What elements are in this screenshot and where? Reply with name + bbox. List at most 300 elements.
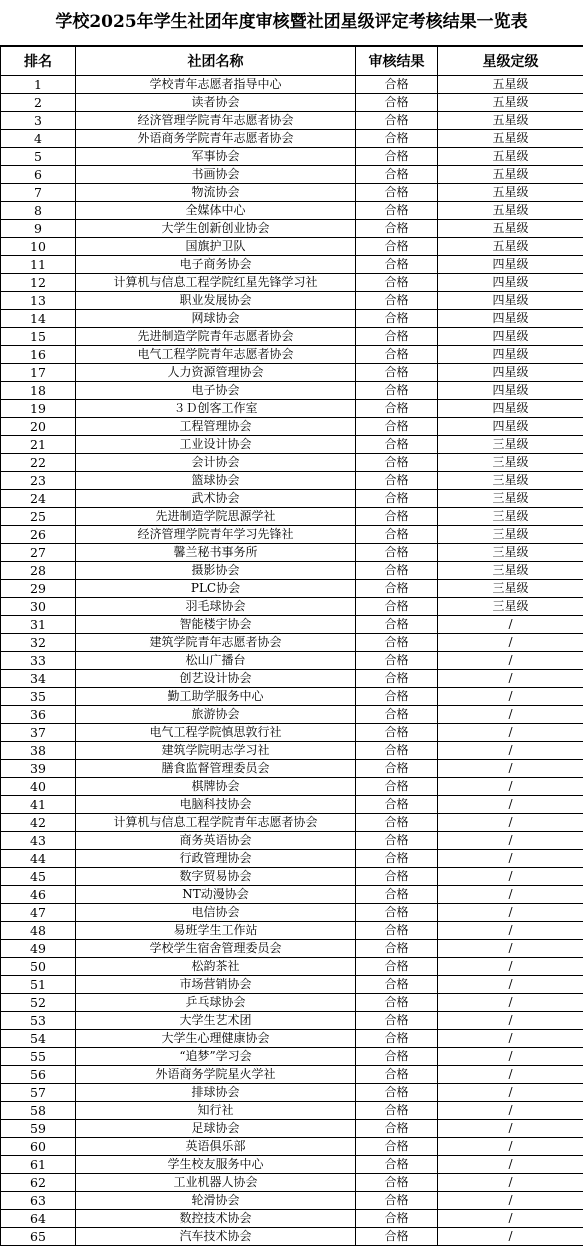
table-row [1, 1138, 583, 1156]
rank-cell: 57 [1, 1084, 76, 1102]
club-name-cell: 商务英语协会 [76, 832, 356, 850]
rank-cell: 28 [1, 562, 76, 580]
club-name-cell: 篮球协会 [76, 472, 356, 490]
star-rating-cell: / [438, 742, 583, 760]
rank-cell: 59 [1, 1120, 76, 1138]
table-row [1, 328, 583, 346]
star-rating-cell: / [438, 688, 583, 706]
review-result-cell: 合格 [356, 742, 438, 760]
rank-cell: 40 [1, 778, 76, 796]
table-row [1, 922, 583, 940]
star-rating-cell: 三星级 [438, 508, 583, 526]
club-name-cell: 乒乓球协会 [76, 994, 356, 1012]
rank-cell: 44 [1, 850, 76, 868]
club-name-cell: 电气工程学院青年志愿者协会 [76, 346, 356, 364]
club-name-cell: 易班学生工作站 [76, 922, 356, 940]
rank-cell: 21 [1, 436, 76, 454]
rank-cell: 64 [1, 1210, 76, 1228]
star-rating-cell: 三星级 [438, 544, 583, 562]
review-result-cell: 合格 [356, 220, 438, 238]
rank-cell: 5 [1, 148, 76, 166]
rank-cell: 23 [1, 472, 76, 490]
review-result-cell: 合格 [356, 292, 438, 310]
club-name-cell: 旅游协会 [76, 706, 356, 724]
review-result-cell: 合格 [356, 670, 438, 688]
header-rank: 排名 [1, 46, 76, 76]
review-result-cell: 合格 [356, 994, 438, 1012]
table-header [1, 46, 583, 76]
rank-cell: 48 [1, 922, 76, 940]
star-rating-cell: 五星级 [438, 166, 583, 184]
table-row [1, 400, 583, 418]
table-row [1, 364, 583, 382]
review-result-cell: 合格 [356, 130, 438, 148]
rank-cell: 3 [1, 112, 76, 130]
review-result-cell: 合格 [356, 94, 438, 112]
header-review-result: 审核结果 [356, 46, 438, 76]
review-result-cell: 合格 [356, 418, 438, 436]
review-result-cell: 合格 [356, 454, 438, 472]
header-star-rating: 星级定级 [438, 46, 583, 76]
review-result-cell: 合格 [356, 328, 438, 346]
rank-cell: 46 [1, 886, 76, 904]
star-rating-cell: / [438, 1174, 583, 1192]
review-result-cell: 合格 [356, 1066, 438, 1084]
table-row [1, 346, 583, 364]
review-result-cell: 合格 [356, 364, 438, 382]
table-row [1, 850, 583, 868]
club-name-cell: NT动漫协会 [76, 886, 356, 904]
review-result-cell: 合格 [356, 1030, 438, 1048]
table-row [1, 778, 583, 796]
star-rating-cell: / [438, 796, 583, 814]
star-rating-cell: / [438, 922, 583, 940]
club-name-cell: ３Ｄ创客工作室 [76, 400, 356, 418]
club-name-cell: 军事协会 [76, 148, 356, 166]
review-result-cell: 合格 [356, 760, 438, 778]
rank-cell: 26 [1, 526, 76, 544]
star-rating-cell: 五星级 [438, 130, 583, 148]
table-row [1, 1012, 583, 1030]
rank-cell: 55 [1, 1048, 76, 1066]
club-name-cell: 大学生艺术团 [76, 1012, 356, 1030]
table-row [1, 436, 583, 454]
review-result-cell: 合格 [356, 400, 438, 418]
star-rating-cell: / [438, 994, 583, 1012]
star-rating-cell: 四星级 [438, 400, 583, 418]
rank-cell: 18 [1, 382, 76, 400]
club-name-cell: 大学生创新创业协会 [76, 220, 356, 238]
table-row [1, 508, 583, 526]
rank-cell: 61 [1, 1156, 76, 1174]
table-row [1, 166, 583, 184]
rank-cell: 34 [1, 670, 76, 688]
star-rating-cell: 三星级 [438, 490, 583, 508]
review-result-cell: 合格 [356, 1138, 438, 1156]
star-rating-cell: 五星级 [438, 184, 583, 202]
review-result-cell: 合格 [356, 832, 438, 850]
table-row [1, 688, 583, 706]
club-name-cell: 先进制造学院青年志愿者协会 [76, 328, 356, 346]
review-result-cell: 合格 [356, 796, 438, 814]
review-result-cell: 合格 [356, 310, 438, 328]
star-rating-cell: 五星级 [438, 94, 583, 112]
rank-cell: 13 [1, 292, 76, 310]
club-name-cell: 电子商务协会 [76, 256, 356, 274]
star-rating-cell: / [438, 1156, 583, 1174]
club-name-cell: 学生校友服务中心 [76, 1156, 356, 1174]
review-result-cell: 合格 [356, 436, 438, 454]
star-rating-cell: / [438, 832, 583, 850]
club-name-cell: 数字贸易协会 [76, 868, 356, 886]
star-rating-cell: / [438, 616, 583, 634]
star-rating-cell: / [438, 940, 583, 958]
review-result-cell: 合格 [356, 238, 438, 256]
star-rating-cell: 五星级 [438, 220, 583, 238]
table-row [1, 760, 583, 778]
rank-cell: 52 [1, 994, 76, 1012]
club-name-cell: 电子协会 [76, 382, 356, 400]
rank-cell: 33 [1, 652, 76, 670]
table-row [1, 562, 583, 580]
club-name-cell: 松山广播台 [76, 652, 356, 670]
review-result-cell: 合格 [356, 508, 438, 526]
club-name-cell: 馨兰秘书事务所 [76, 544, 356, 562]
star-rating-cell: 四星级 [438, 382, 583, 400]
club-name-cell: 全媒体中心 [76, 202, 356, 220]
rank-cell: 36 [1, 706, 76, 724]
review-result-cell: 合格 [356, 616, 438, 634]
table-row [1, 796, 583, 814]
rank-cell: 42 [1, 814, 76, 832]
star-rating-cell: 五星级 [438, 76, 583, 94]
table-row [1, 382, 583, 400]
club-name-cell: 市场营销协会 [76, 976, 356, 994]
club-name-cell: 工业设计协会 [76, 436, 356, 454]
table-row [1, 238, 583, 256]
rank-cell: 56 [1, 1066, 76, 1084]
review-result-cell: 合格 [356, 1210, 438, 1228]
club-name-cell: 汽车技术协会 [76, 1228, 356, 1246]
star-rating-cell: 三星级 [438, 562, 583, 580]
star-rating-cell: 五星级 [438, 148, 583, 166]
rank-cell: 16 [1, 346, 76, 364]
review-result-cell: 合格 [356, 562, 438, 580]
table-row [1, 418, 583, 436]
rank-cell: 7 [1, 184, 76, 202]
review-result-cell: 合格 [356, 202, 438, 220]
club-name-cell: 轮滑协会 [76, 1192, 356, 1210]
review-result-cell: 合格 [356, 1048, 438, 1066]
club-name-cell: 计算机与信息工程学院红星先锋学习社 [76, 274, 356, 292]
club-name-cell: 国旗护卫队 [76, 238, 356, 256]
table-row [1, 904, 583, 922]
star-rating-cell: / [438, 724, 583, 742]
rank-cell: 65 [1, 1228, 76, 1246]
table-row [1, 94, 583, 112]
header-club-name: 社团名称 [76, 46, 356, 76]
rank-cell: 31 [1, 616, 76, 634]
table-row [1, 724, 583, 742]
star-rating-cell: / [438, 1048, 583, 1066]
table-row [1, 706, 583, 724]
table-row [1, 490, 583, 508]
table-row [1, 76, 583, 94]
rank-cell: 15 [1, 328, 76, 346]
club-name-cell: 网球协会 [76, 310, 356, 328]
rank-cell: 62 [1, 1174, 76, 1192]
star-rating-cell: / [438, 1120, 583, 1138]
star-rating-cell: / [438, 1228, 583, 1246]
rank-cell: 25 [1, 508, 76, 526]
club-name-cell: 电信协会 [76, 904, 356, 922]
review-result-cell: 合格 [356, 706, 438, 724]
star-rating-cell: / [438, 850, 583, 868]
table-row [1, 1120, 583, 1138]
club-name-cell: 工业机器人协会 [76, 1174, 356, 1192]
table-body [1, 76, 583, 1246]
club-name-cell: 武术协会 [76, 490, 356, 508]
review-result-cell: 合格 [356, 868, 438, 886]
table-row [1, 652, 583, 670]
rank-cell: 58 [1, 1102, 76, 1120]
review-result-cell: 合格 [356, 472, 438, 490]
review-result-cell: 合格 [356, 490, 438, 508]
club-name-cell: 建筑学院明志学习社 [76, 742, 356, 760]
rank-cell: 2 [1, 94, 76, 112]
club-name-cell: 书画协会 [76, 166, 356, 184]
star-rating-cell: 五星级 [438, 112, 583, 130]
review-result-cell: 合格 [356, 652, 438, 670]
review-result-cell: 合格 [356, 724, 438, 742]
star-rating-cell: 四星级 [438, 256, 583, 274]
table-row [1, 1102, 583, 1120]
table-row [1, 994, 583, 1012]
club-name-cell: 摄影协会 [76, 562, 356, 580]
table-row [1, 220, 583, 238]
rank-cell: 38 [1, 742, 76, 760]
club-name-cell: “追梦”学习会 [76, 1048, 356, 1066]
rank-cell: 50 [1, 958, 76, 976]
star-rating-cell: 三星级 [438, 580, 583, 598]
club-name-cell: 经济管理学院青年学习先锋社 [76, 526, 356, 544]
star-rating-cell: / [438, 1192, 583, 1210]
club-name-cell: 智能楼宇协会 [76, 616, 356, 634]
table-row [1, 1066, 583, 1084]
star-rating-cell: 四星级 [438, 418, 583, 436]
club-name-cell: 计算机与信息工程学院青年志愿者协会 [76, 814, 356, 832]
table-row [1, 634, 583, 652]
club-name-cell: 排球协会 [76, 1084, 356, 1102]
club-name-cell: 建筑学院青年志愿者协会 [76, 634, 356, 652]
table-row [1, 1156, 583, 1174]
club-name-cell: 会计协会 [76, 454, 356, 472]
club-name-cell: 知行社 [76, 1102, 356, 1120]
review-result-cell: 合格 [356, 1156, 438, 1174]
review-result-cell: 合格 [356, 274, 438, 292]
club-name-cell: PLC协会 [76, 580, 356, 598]
rank-cell: 43 [1, 832, 76, 850]
club-name-cell: 电气工程学院慎思敦行社 [76, 724, 356, 742]
rank-cell: 54 [1, 1030, 76, 1048]
rank-cell: 9 [1, 220, 76, 238]
review-result-cell: 合格 [356, 1102, 438, 1120]
rank-cell: 17 [1, 364, 76, 382]
rank-cell: 14 [1, 310, 76, 328]
star-rating-cell: / [438, 976, 583, 994]
rank-cell: 11 [1, 256, 76, 274]
table-row [1, 670, 583, 688]
table-row [1, 742, 583, 760]
star-rating-cell: / [438, 760, 583, 778]
table-row [1, 1228, 583, 1246]
table-row [1, 292, 583, 310]
star-rating-cell: 四星级 [438, 310, 583, 328]
club-name-cell: 数控技术协会 [76, 1210, 356, 1228]
club-name-cell: 松韵茶社 [76, 958, 356, 976]
club-name-cell: 创艺设计协会 [76, 670, 356, 688]
table-row [1, 940, 583, 958]
rank-cell: 19 [1, 400, 76, 418]
rank-cell: 27 [1, 544, 76, 562]
review-result-cell: 合格 [356, 346, 438, 364]
table-row [1, 544, 583, 562]
club-name-cell: 膳食监督管理委员会 [76, 760, 356, 778]
document-title: 学校2025年学生社团年度审核暨社团星级评定考核结果一览表 [0, 0, 583, 45]
rank-cell: 30 [1, 598, 76, 616]
star-rating-cell: 五星级 [438, 202, 583, 220]
review-result-cell: 合格 [356, 76, 438, 94]
review-result-cell: 合格 [356, 688, 438, 706]
star-rating-cell: 四星级 [438, 292, 583, 310]
rank-cell: 35 [1, 688, 76, 706]
rank-cell: 32 [1, 634, 76, 652]
table-row [1, 1048, 583, 1066]
rank-cell: 45 [1, 868, 76, 886]
rank-cell: 47 [1, 904, 76, 922]
review-result-cell: 合格 [356, 886, 438, 904]
rank-cell: 22 [1, 454, 76, 472]
star-rating-cell: 四星级 [438, 346, 583, 364]
table-row [1, 472, 583, 490]
club-name-cell: 学校学生宿舍管理委员会 [76, 940, 356, 958]
rank-cell: 4 [1, 130, 76, 148]
star-rating-cell: / [438, 670, 583, 688]
review-result-cell: 合格 [356, 256, 438, 274]
review-result-cell: 合格 [356, 634, 438, 652]
rank-cell: 12 [1, 274, 76, 292]
star-rating-cell: 三星级 [438, 526, 583, 544]
review-result-cell: 合格 [356, 1120, 438, 1138]
review-result-cell: 合格 [356, 382, 438, 400]
club-name-cell: 勤工助学服务中心 [76, 688, 356, 706]
table-row [1, 958, 583, 976]
table-row [1, 1210, 583, 1228]
table-row [1, 616, 583, 634]
review-result-cell: 合格 [356, 904, 438, 922]
club-name-cell: 人力资源管理协会 [76, 364, 356, 382]
rank-cell: 10 [1, 238, 76, 256]
table-row [1, 202, 583, 220]
rank-cell: 51 [1, 976, 76, 994]
table-row [1, 580, 583, 598]
rank-cell: 29 [1, 580, 76, 598]
rank-cell: 6 [1, 166, 76, 184]
club-name-cell: 经济管理学院青年志愿者协会 [76, 112, 356, 130]
review-result-cell: 合格 [356, 850, 438, 868]
star-rating-cell: / [438, 778, 583, 796]
rank-cell: 1 [1, 76, 76, 94]
table-row [1, 886, 583, 904]
club-name-cell: 英语俱乐部 [76, 1138, 356, 1156]
club-name-cell: 棋牌协会 [76, 778, 356, 796]
review-result-cell: 合格 [356, 1228, 438, 1246]
star-rating-cell: / [438, 706, 583, 724]
club-name-cell: 职业发展协会 [76, 292, 356, 310]
rank-cell: 60 [1, 1138, 76, 1156]
review-result-cell: 合格 [356, 166, 438, 184]
club-name-cell: 读者协会 [76, 94, 356, 112]
review-result-cell: 合格 [356, 112, 438, 130]
table-row [1, 814, 583, 832]
star-rating-cell: / [438, 1012, 583, 1030]
results-table [0, 45, 583, 1246]
star-rating-cell: / [438, 652, 583, 670]
rank-cell: 49 [1, 940, 76, 958]
star-rating-cell: / [438, 958, 583, 976]
table-row [1, 1192, 583, 1210]
club-name-cell: 外语商务学院青年志愿者协会 [76, 130, 356, 148]
review-result-cell: 合格 [356, 526, 438, 544]
review-result-cell: 合格 [356, 544, 438, 562]
rank-cell: 24 [1, 490, 76, 508]
star-rating-cell: / [438, 1084, 583, 1102]
review-result-cell: 合格 [356, 976, 438, 994]
club-name-cell: 物流协会 [76, 184, 356, 202]
club-name-cell: 行政管理协会 [76, 850, 356, 868]
star-rating-cell: / [438, 868, 583, 886]
review-result-cell: 合格 [356, 778, 438, 796]
star-rating-cell: / [438, 904, 583, 922]
star-rating-cell: / [438, 1102, 583, 1120]
star-rating-cell: / [438, 886, 583, 904]
review-result-cell: 合格 [356, 922, 438, 940]
table-row [1, 454, 583, 472]
rank-cell: 37 [1, 724, 76, 742]
table-row [1, 112, 583, 130]
star-rating-cell: / [438, 1066, 583, 1084]
club-name-cell: 羽毛球协会 [76, 598, 356, 616]
table-row [1, 526, 583, 544]
club-name-cell: 足球协会 [76, 1120, 356, 1138]
star-rating-cell: / [438, 1210, 583, 1228]
club-name-cell: 先进制造学院思源学社 [76, 508, 356, 526]
review-result-cell: 合格 [356, 1174, 438, 1192]
table-row [1, 832, 583, 850]
star-rating-cell: 三星级 [438, 598, 583, 616]
table-row [1, 274, 583, 292]
club-name-cell: 电脑科技协会 [76, 796, 356, 814]
review-result-cell: 合格 [356, 148, 438, 166]
rank-cell: 53 [1, 1012, 76, 1030]
table-row [1, 1030, 583, 1048]
table-row [1, 256, 583, 274]
star-rating-cell: 四星级 [438, 328, 583, 346]
club-name-cell: 学校青年志愿者指导中心 [76, 76, 356, 94]
table-row [1, 976, 583, 994]
star-rating-cell: / [438, 1030, 583, 1048]
star-rating-cell: 三星级 [438, 472, 583, 490]
